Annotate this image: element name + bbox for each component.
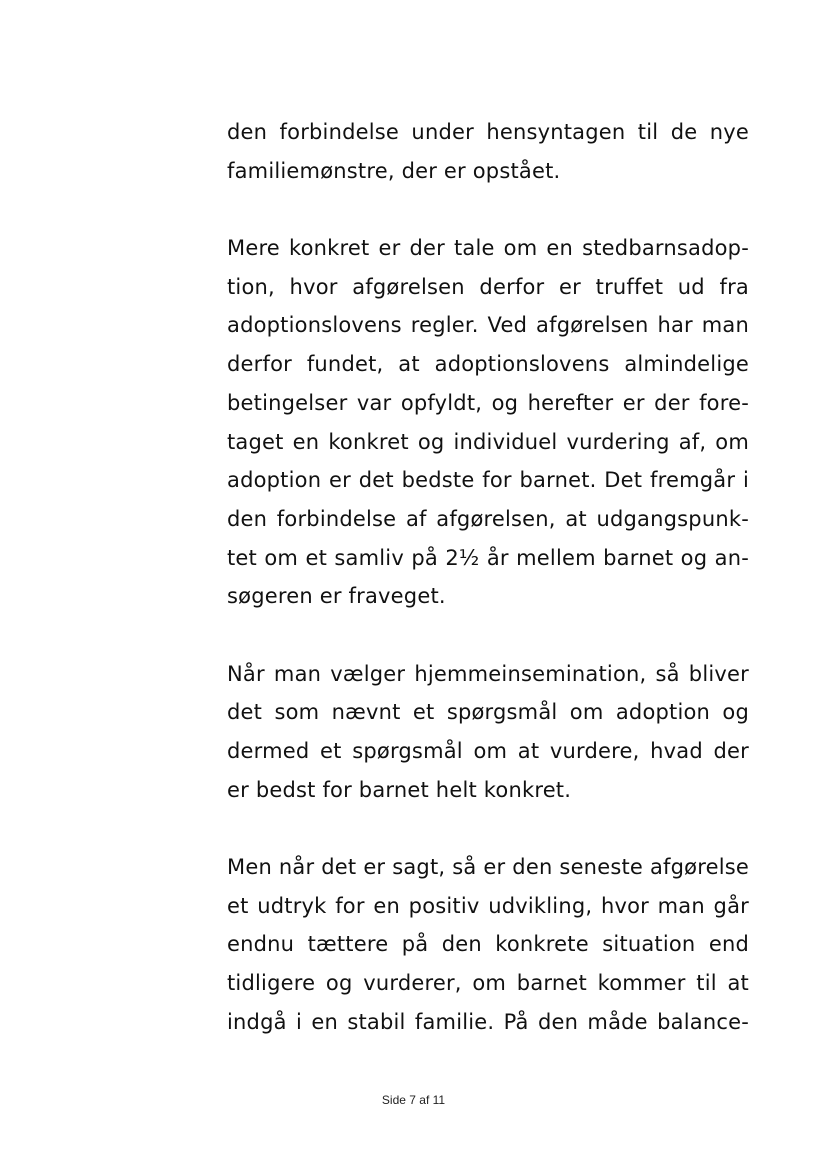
text-line: det som nævnt et spørgsmål om adoption og <box>227 700 749 725</box>
text-line: et udtryk for en positiv udvikling, hvor man går <box>227 893 749 918</box>
text-line: Men når det er sagt, så er den seneste afgørelse <box>227 855 749 880</box>
paragraph <box>227 655 749 810</box>
body-text <box>227 113 749 1042</box>
text-line: derfor fundet, at adoptionslovens almindelige <box>227 352 749 377</box>
text-line: adoption er det bedste for barnet. Det fremgår i <box>227 468 749 493</box>
text-line: Mere konkret er der tale om en stedbarnsadop- <box>227 236 749 261</box>
page-number: Side 7 af 11 <box>381 1093 446 1107</box>
text-line: Når man vælger hjemmeinsemination, så bliver <box>227 661 749 686</box>
text-line: den forbindelse under hensyntagen til de nye <box>227 120 749 144</box>
text-line: betingelser var opfyldt, og herefter er der fore- <box>227 390 749 415</box>
text-line: familiemønstre, der er opstået. <box>227 158 561 183</box>
paragraph-gap <box>227 190 749 229</box>
paragraph <box>227 848 749 1041</box>
text-line: tet om et samliv på 2½ år mellem barnet og an- <box>227 545 749 570</box>
paragraph <box>227 229 749 616</box>
text-line: er bedst for barnet helt konkret. <box>227 777 572 802</box>
paragraph <box>227 113 749 190</box>
text-line: den forbindelse af afgørelsen, at udgangspunk- <box>227 506 749 531</box>
text-line: tidligere og vurderer, om barnet kommer til at <box>227 971 749 996</box>
text-line: adoptionslovens regler. Ved afgørelsen har man <box>227 313 749 338</box>
text-line: tion, hvor afgørelsen derfor er truffet ud fra <box>227 274 749 299</box>
paragraph-gap <box>227 809 749 848</box>
paragraph-gap <box>227 616 749 655</box>
text-line: taget en konkret og individuel vurdering af, om <box>227 429 749 454</box>
text-line: dermed et spørgsmål om at vurdere, hvad der <box>227 739 749 763</box>
text-line: endnu tættere på den konkrete situation end <box>227 932 749 957</box>
text-line: indgå i en stabil familie. På den måde balance- <box>227 1009 749 1034</box>
text-line: søgeren er fraveget. <box>227 584 446 609</box>
